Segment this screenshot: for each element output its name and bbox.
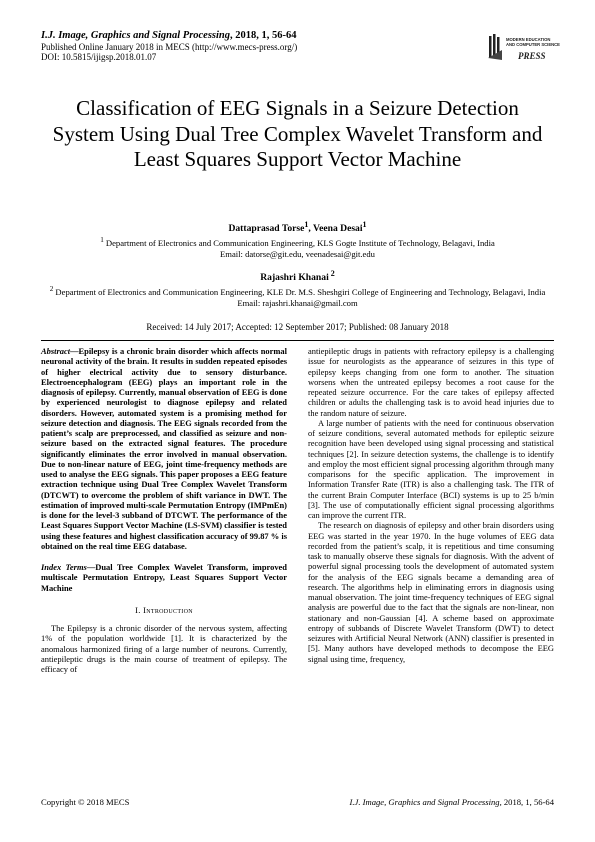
intro-paragraph-4: The research on diagnosis of epilepsy and other brain disorders using EEG was started in the year 1970. In the huge volumes of EEG data recorded from the patient’s scalp, it is repetitious and time consuming task to manually observe these signals for diagnosis. With the advent of powerful signal processing tools the development of automated system for the analysis of the EEG signals became a demanding area of research. The algorithms help in eliminating errors in diagnosis using manual observation. The joint time-frequency techniques of EEG signal analysis are powerful due to the fact that the signals are non-linear, non stationary and non-Gaussian [4]. A scheme based on approximate entropy of subbands of Discrete Wavelet Transform (DWT) to detect seizures with Artificial Neural Network (ANN) classifier is presented in [5]. Many authors have developed methods to decompose the EEG signal using time, frequency,	[308, 520, 554, 664]
section-title: Introduction	[143, 604, 193, 615]
author-desai: , Veena Desai	[308, 223, 363, 235]
journal-header	[41, 30, 461, 63]
affil-mark: 2	[49, 285, 54, 294]
journal-line	[41, 30, 461, 42]
divider	[41, 340, 554, 341]
section-heading	[41, 605, 287, 615]
footer-journal-name: I.J. Image, Graphics and Signal Processing,	[349, 797, 502, 807]
affil-mark: 1	[362, 220, 367, 229]
logo-text-2: AND COMPUTER SCIENCE	[506, 42, 560, 47]
logo-text-3: PRESS	[518, 51, 546, 61]
author-names-2	[40, 268, 555, 283]
logo-text-1: MODERN EDUCATION	[506, 37, 551, 42]
author-block	[40, 219, 555, 309]
journal-name: I.J. Image, Graphics and Signal Processing	[41, 30, 231, 41]
mecs-press-logo	[488, 34, 560, 64]
spacer	[40, 260, 555, 268]
received-dates: Received: 14 July 2017; Accepted: 12 September 2017; Published: 08 January 2018	[146, 322, 449, 332]
index-terms-text: —Dual Tree Complex Wavelet Transform, improved multiscale Permutation Entropy, Least Squares Support Vector Machine	[41, 562, 287, 593]
affil-mark: 1	[304, 220, 309, 229]
index-terms	[41, 562, 287, 593]
author-names-1	[40, 219, 555, 234]
author-khanai: Rajashri Khanai	[260, 272, 329, 284]
paper-title: Classification of EEG Signals in a Seizure Detection System Using Dual Tree Complex Wavelet Transform and Least Squares Support Vector Machine	[52, 96, 543, 171]
right-column	[308, 346, 554, 664]
affiliation-2	[40, 284, 555, 298]
mecs-press-logo-icon	[488, 34, 560, 64]
footer-issue: 2018, 1, 56-64	[501, 797, 554, 807]
footer-journal	[298, 797, 554, 807]
journal-issue: , 2018, 1, 56-64	[230, 30, 297, 41]
abstract	[41, 346, 287, 551]
intro-paragraph-1: The Epilepsy is a chronic disorder of the nervous system, affecting 1% of the population worldwide [1]. It is characterized by the anomalous harmonized firing of a large number of neurons. Currently, antiepileptic drugs is the main course of treatment of epilepsy. The efficacy of	[41, 623, 287, 674]
affiliation-1-text: Department of Electronics and Communication Engineering, KLS Gogte Institute of Technology, Belagavi, India	[103, 238, 495, 249]
published-online: Published Online January 2018 in MECS (http://www.mecs-press.org/)	[41, 41, 298, 52]
footer-copyright: Copyright © 2018 MECS	[41, 797, 130, 807]
affil-mark: 2	[328, 269, 335, 279]
affiliation-1	[40, 235, 555, 249]
affil-mark: 1	[100, 236, 104, 245]
doi: DOI: 10.5815/ijigsp.2018.01.07	[41, 52, 157, 62]
intro-paragraph-3: A large number of patients with the need for continuous observation of seizure conditions, several automated methods for epileptic seizure recognition have been developed using signal processing and statistical techniques [2]. In seizure detection systems, the challenge is to identify and employ the most efficient signal processing algorithm through many comparisons for the specific application. The improvement in Information Transfer Rate (ITR) is also a challenging task. The ITR of the current Brain Computer Interface (BCI) systems is up to 25 b/min [3]. The use of computationally efficient signal processing algorithms can improve the current ITR.	[308, 417, 554, 520]
email-1: Email: datorse@git.edu, veenadesai@git.edu	[220, 249, 375, 260]
intro-paragraph-2: antiepileptic drugs in patients with refractory epilepsy is a challenging issue for neurologists as the appearance of seizures in this type of epilepsy keeps changing from one form to another. The situation worsens when the untreated epilepsy becomes a root cause for the repeated seizure occurrence. For the care takes of epilepsy affected children or adults the challenging task is to avoid head injuries due to the random nature of seizure.	[308, 346, 554, 418]
abstract-label: Abstract	[41, 346, 71, 356]
author-torse: Dattaprasad Torse	[228, 223, 305, 235]
section-number: I.	[135, 604, 144, 615]
index-terms-label: Index Terms	[41, 562, 87, 572]
email-2: Email: rajashri.khanai@gmail.com	[237, 298, 358, 309]
abstract-text: —Epilepsy is a chronic brain disorder which affects normal neuronal activity of the brain. It results in sudden repeated episodes of higher electrical activity due to sensory disturbance. Electroencephalogram (EEG) plays an important role in the diagnosis of epilepsy. Currently, manual observation of EEG is done by experienced neurologist to diagnose epilepsy and related disorders. However, automated system is a promising method for seizure detection and diagnosis. The EEG signals recorded from the patient’s scalp are preprocessed, and classified as seizure and non-seizure based on the extracted signal features. The procedure significantly eliminates the error involved in manual observation. Due to non-linear nature of EEG, joint time-frequency methods are used to analyse the EEG signals. This paper proposes a EEG feature extraction technique using Dual Tree Complex Wavelet Transform (DTCWT) to overcome the problem of shift variance in DWT. The estimation of improved multi-scale Permutation Entropy (IMPmEn) is done for the level-3 subband of DTCWT. The performance of the Least Squares Support Vector Machine (LS-SVM) classifier is tested using these features and highest classification accuracy of 99.87 % is obtained on the real time EEG database.	[41, 346, 287, 551]
affiliation-2-text: Department of Electronics and Communication Engineering, KLE Dr. M.S. Sheshgiri College of Engineering and Technology, Belagavi, India	[53, 287, 546, 298]
left-column	[41, 346, 287, 674]
